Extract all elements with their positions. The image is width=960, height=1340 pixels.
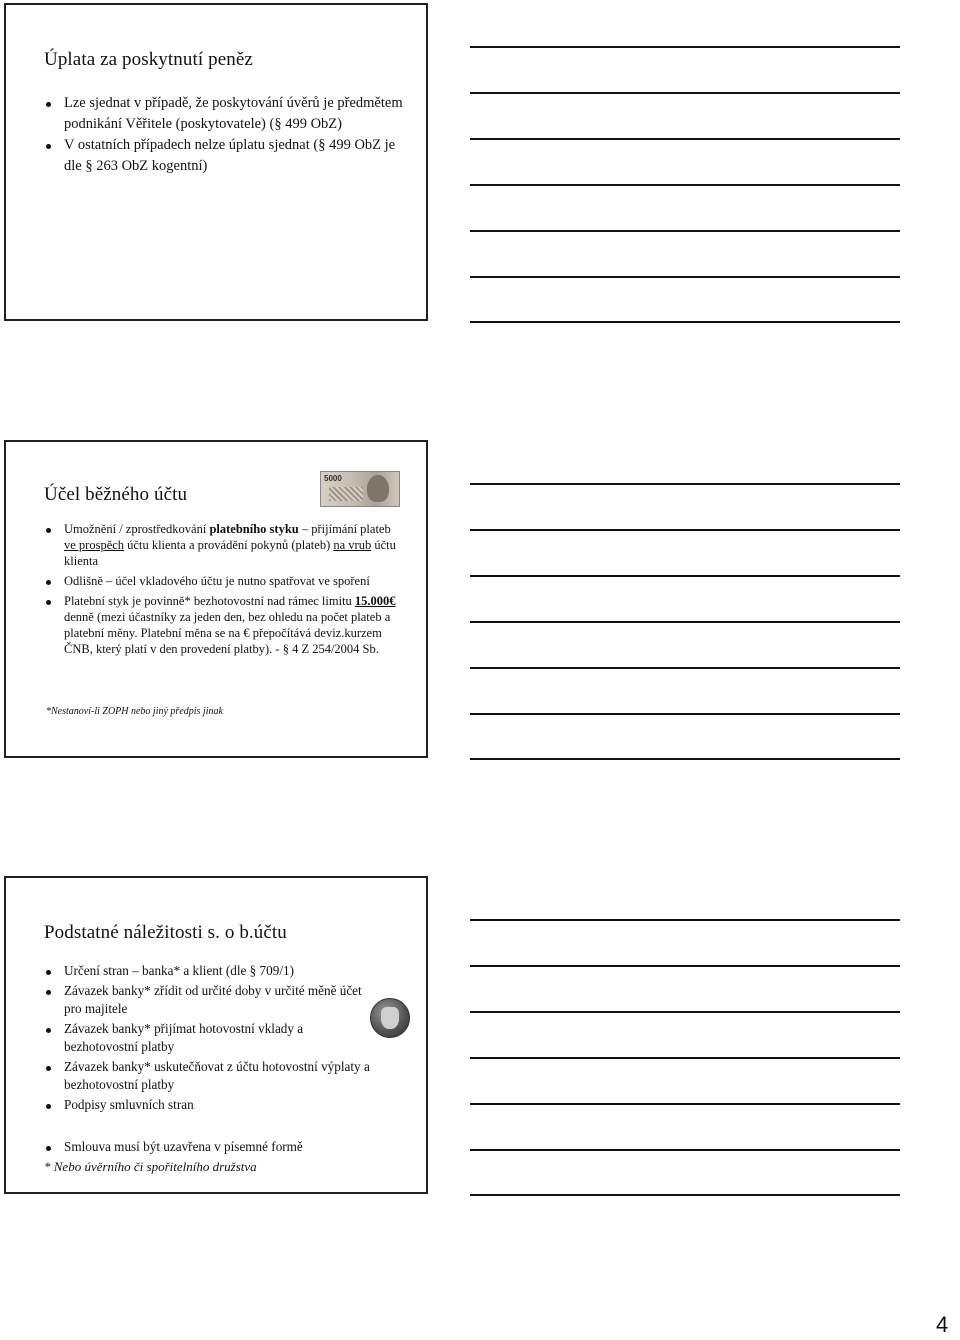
slide-1 xyxy=(4,3,428,321)
bullet-list-secondary xyxy=(44,1138,379,1158)
footnote: *Nestanoví-li ZOPH nebo jiný předpis jinak xyxy=(46,706,223,717)
note-line xyxy=(470,184,900,186)
list-item: Závazek banky* zřídit od určité doby v určité měně účet pro majitele xyxy=(44,982,379,1019)
note-line xyxy=(470,575,900,577)
page-number: 4 xyxy=(936,1312,949,1337)
note-line xyxy=(470,483,900,485)
footnote: * Nebo úvěrního či spořitelního družstva xyxy=(44,1159,257,1174)
underlined-text: ve prospěch xyxy=(64,538,125,552)
banknote-portrait xyxy=(367,475,389,502)
list-item xyxy=(44,593,404,657)
bold-text: platebního styku xyxy=(209,522,299,536)
text: – přijímání plateb xyxy=(298,522,391,536)
text: denně (mezi účastníky za jeden den, bez ohledu na počet plateb a platební měny. Platební měna se na € přepočítává deviz.kurzem ČNB, který platí v den provedení platby). - § 4 Z 254/2004 Sb. xyxy=(64,610,391,656)
list-item: Odlišně – účel vkladového účtu je nutno spatřovat ve spoření xyxy=(44,573,404,589)
note-line xyxy=(470,138,900,140)
underlined-text: na vrub xyxy=(333,538,372,552)
list-item: Určení stran – banka* a klient (dle § 709/1) xyxy=(44,962,379,981)
note-line xyxy=(470,713,900,715)
note-line xyxy=(470,919,900,921)
note-line xyxy=(470,1194,900,1196)
banknote-pattern xyxy=(329,487,363,501)
list-item: Smlouva musí být uzavřena v písemné formě xyxy=(44,1138,379,1157)
text: Umožnění / zprostředkování xyxy=(64,522,210,536)
bullet-list xyxy=(44,93,414,177)
note-line xyxy=(470,92,900,94)
slide-title: Podstatné náležitosti s. o b.účtu xyxy=(44,922,287,943)
note-line xyxy=(470,667,900,669)
coin-emblem xyxy=(381,1007,399,1029)
note-line xyxy=(470,321,900,323)
note-line xyxy=(470,1011,900,1013)
note-line xyxy=(470,1149,900,1151)
text: účtu klienta xyxy=(64,538,396,568)
slide-title: Úplata za poskytnutí peněz xyxy=(44,49,253,70)
note-line xyxy=(470,1103,900,1105)
list-item xyxy=(44,521,404,569)
note-line xyxy=(470,46,900,48)
note-line xyxy=(470,621,900,623)
slide-title: Účel běžného účtu xyxy=(44,484,188,505)
slide-3 xyxy=(4,876,428,1194)
banknote-value: 5000 xyxy=(324,474,342,483)
list-item: Podpisy smluvních stran xyxy=(44,1096,379,1115)
note-line xyxy=(470,230,900,232)
note-line xyxy=(470,1057,900,1059)
text: účtu klienta a provádění pokynů (plateb) xyxy=(124,538,334,552)
note-line xyxy=(470,758,900,760)
text: Platební styk je povinně* bezhotovostní nad rámec limitu xyxy=(64,594,355,608)
underlined-text: 15.000€ xyxy=(354,594,396,608)
bullet-list xyxy=(44,521,404,661)
note-line xyxy=(470,529,900,531)
list-item: Závazek banky* uskutečňovat z účtu hotovostní výplaty a bezhotovostní platby xyxy=(44,1058,379,1095)
list-item: Lze sjednat v případě, že poskytování úvěrů je předmětem podnikání Věřitele (poskytovatele) (§ 499 ObZ) xyxy=(44,93,414,135)
note-line xyxy=(470,276,900,278)
list-item: Závazek banky* přijímat hotovostní vklady a bezhotovostní platby xyxy=(44,1020,379,1057)
slide-2 xyxy=(4,440,428,758)
note-line xyxy=(470,965,900,967)
banknote-image xyxy=(320,471,400,507)
list-item: V ostatních případech nelze úplatu sjednat (§ 499 ObZ je dle § 263 ObZ kogentní) xyxy=(44,135,414,177)
bullet-list xyxy=(44,962,379,1115)
